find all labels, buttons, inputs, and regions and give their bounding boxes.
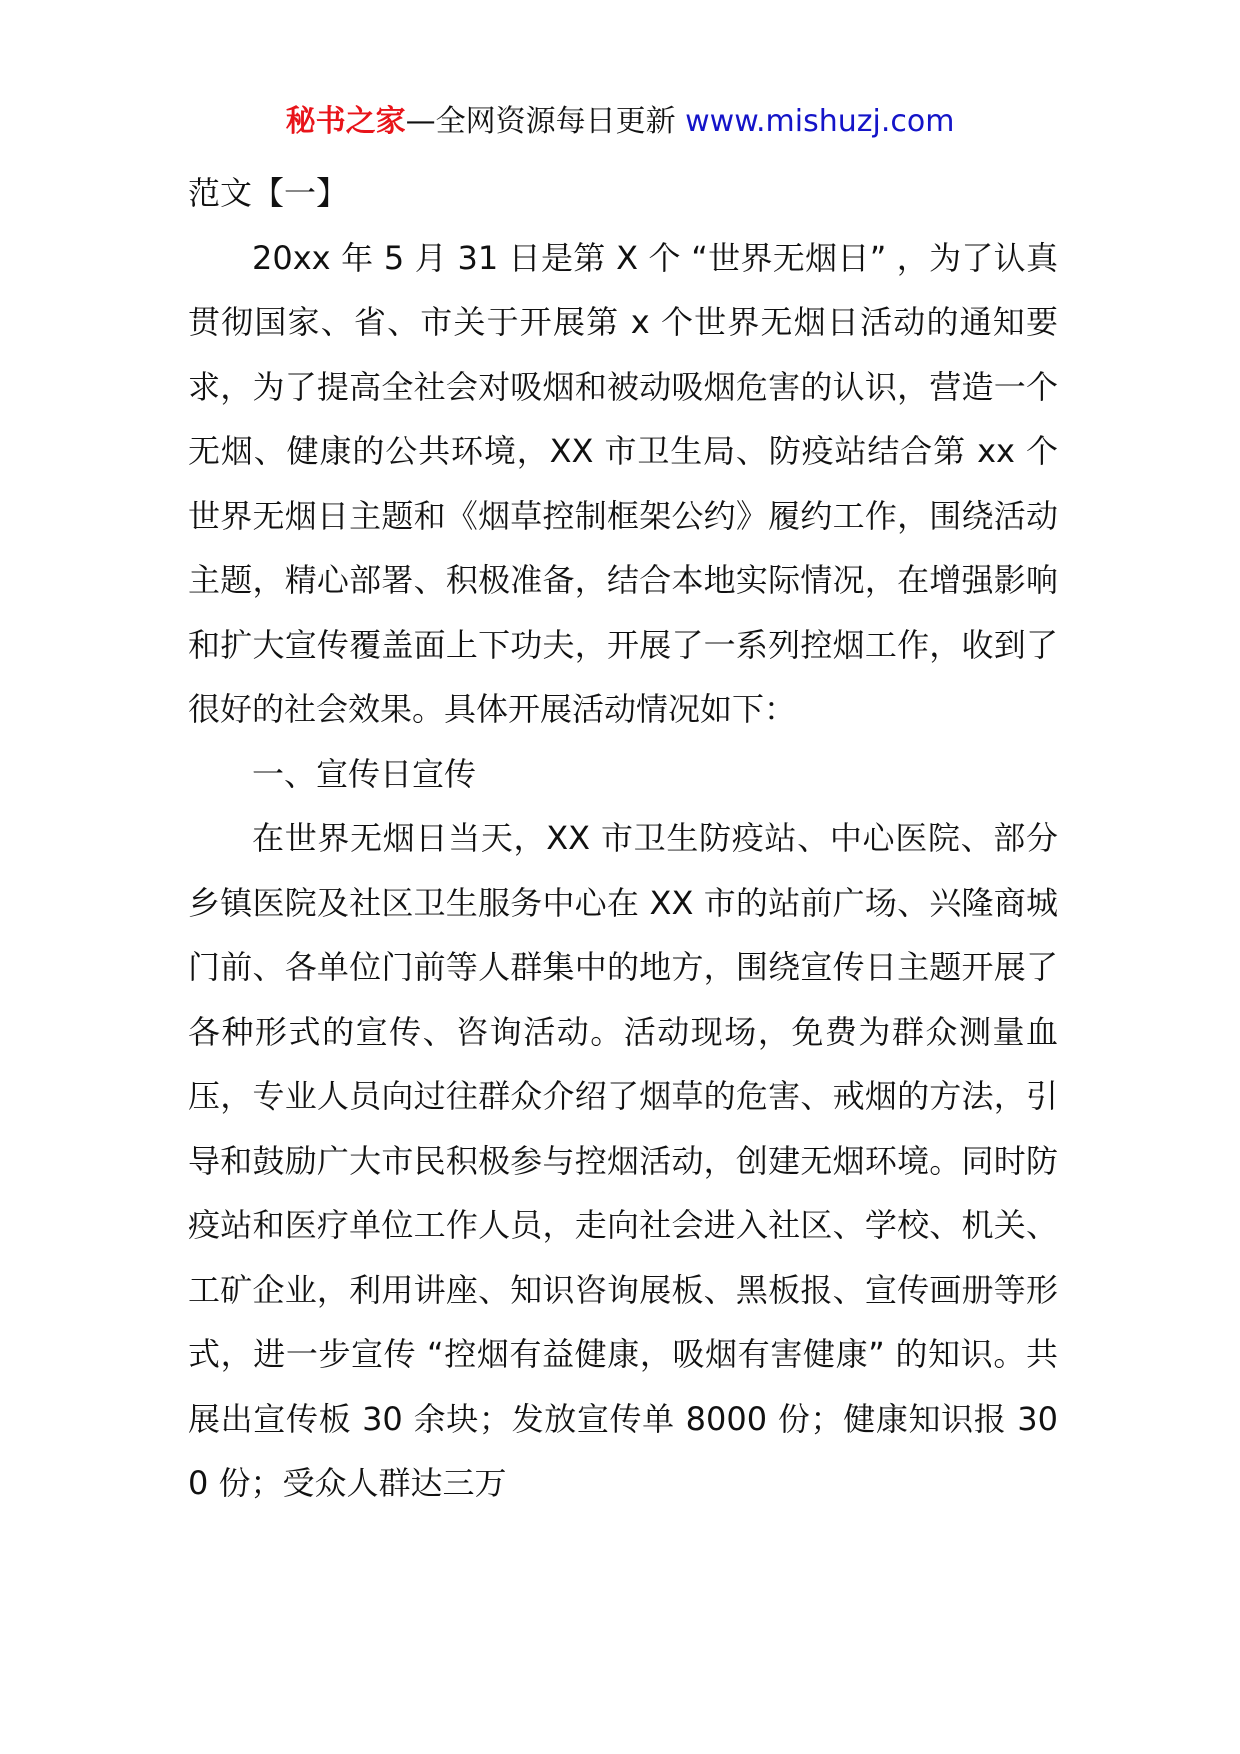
paragraph: 在世界无烟日当天，XX 市卫生防疫站、中心医院、部分乡镇医院及社区卫生服务中心在 XX 市的站前广场、兴隆商城门前、各单位门前等人群集中的地方，围绕宣传日主题开展了各种形式的宣传、咨询活动。活动现场，免费为群众测量血压，专业人员向过往群众介绍了烟草的危害、戒烟的方法，引导和鼓励广大市民积极参与控烟活动，创建无烟环境。同时防疫站和医疗单位工作人员，走向社会进入社区、学校、机关、工矿企业，利用讲座、知识咨询展板、黑板报、宣传画册等形式，进一步宣传 “控烟有益健康，吸烟有害健康” 的知识。共展出宣传板 30 余块；发放宣传单 8000 份；健康知识报 300 份；受众人群达三万 <box>188 819 1058 1502</box>
site-tagline: —全网资源每日更新 <box>405 104 676 139</box>
document-body <box>188 161 1058 1516</box>
site-url-link[interactable]: www.mishuzj.com <box>685 104 955 139</box>
section-title: 范文【一】 <box>188 174 349 212</box>
paragraph: 20xx 年 5 月 31 日是第 X 个 “世界无烟日” ，为了认真贯彻国家、省、市关于开展第 x 个世界无烟日活动的通知要求，为了提高全社会对吸烟和被动吸烟危害的认识，营造一个无烟、健康的公共环境，XX 市卫生局、防疫站结合第 xx 个世界无烟日主题和《烟草控制框架公约》履约工作，围绕活动主题，精心部署、积极准备，结合本地实际情况，在增强影响和扩大宣传覆盖面上下功夫，开展了一系列控烟工作，收到了很好的社会效果。具体开展活动情况如下： <box>188 238 1058 728</box>
site-brand: 秘书之家 <box>285 104 406 139</box>
section-heading: 一、宣传日宣传 <box>252 754 477 793</box>
site-header <box>0 100 1240 144</box>
